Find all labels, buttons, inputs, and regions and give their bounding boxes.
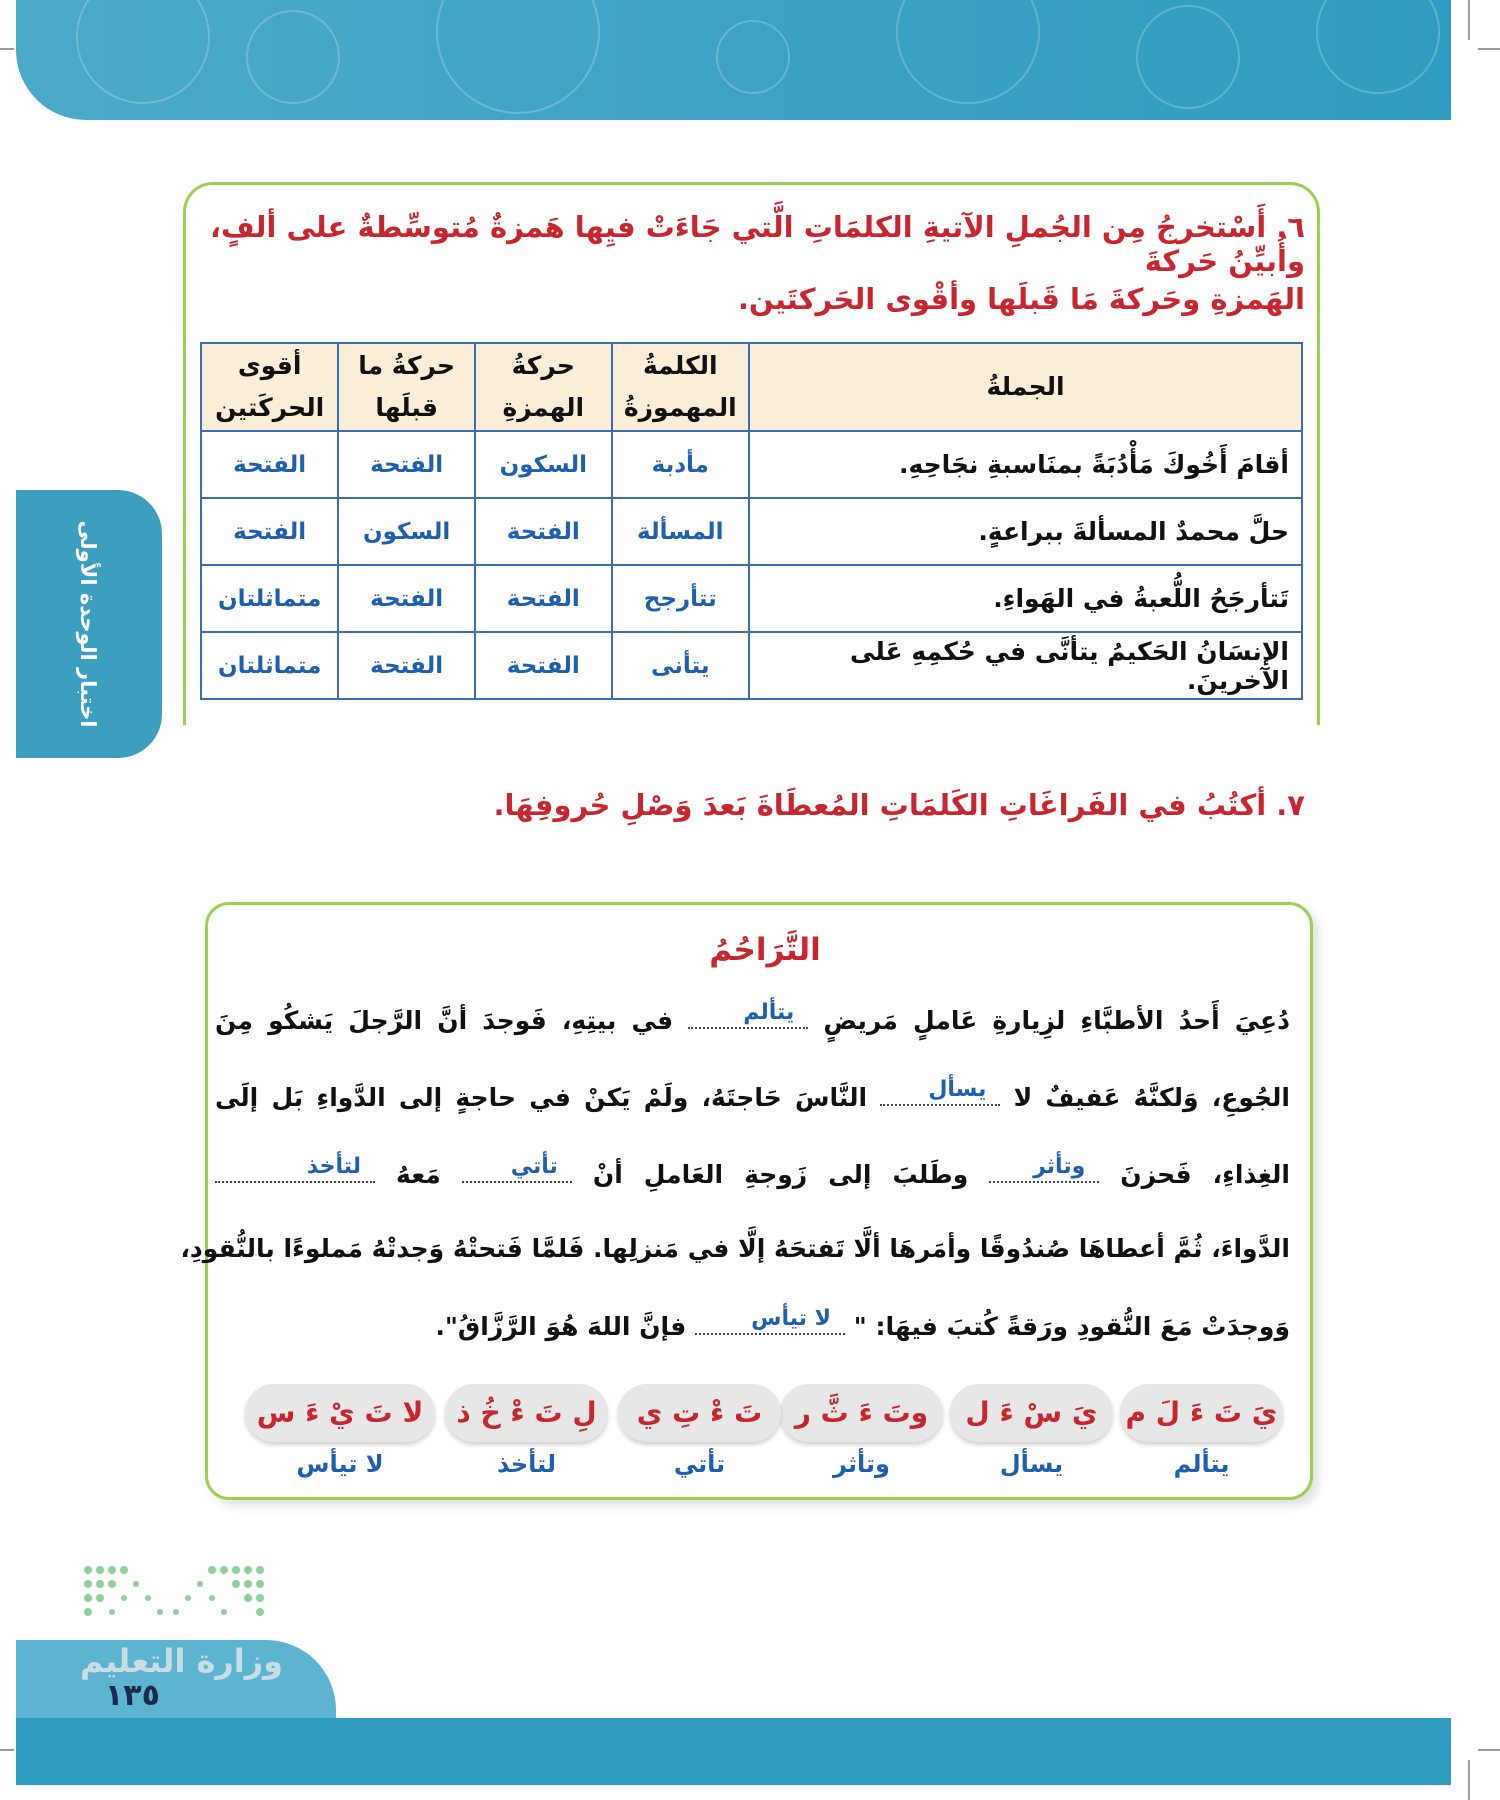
story-text: الغِذاءِ، فَحزنَ bbox=[1120, 1160, 1290, 1189]
row-word: المسألة bbox=[612, 498, 749, 565]
pill-answer: وتأثر bbox=[833, 1450, 890, 1478]
exercise-6-heading-line2: الهَمزةِ وحَركةَ مَا قَبلَها وأقْوى الحَركتَين. bbox=[737, 282, 1305, 316]
fill-blank[interactable] bbox=[989, 1154, 1099, 1183]
story-text: الجُوعِ، وَلكنَّهُ عَفيفٌ لا bbox=[1013, 1083, 1290, 1112]
fill-blank[interactable] bbox=[688, 1000, 808, 1029]
story-text: وطَلبَ إلى زَوجةِ العَاملِ أنْ bbox=[592, 1160, 969, 1189]
row-sentence: الإنسَانُ الحَكيمُ يتأنَّى في حُكمِهِ عَلى الآخرينَ. bbox=[749, 632, 1302, 699]
crop-mark bbox=[1468, 0, 1470, 40]
word-pill: لِ تَ ءْ خُ ذ bbox=[445, 1384, 608, 1442]
row-strongest-vowel: الفتحة bbox=[201, 431, 338, 498]
story-text: وَوجدَتْ مَعَ النُّقودِ ورَقةً كُتبَ فيهَا: " bbox=[853, 1312, 1290, 1341]
blank-answer: يسأل bbox=[928, 1077, 987, 1102]
pill-answer: لتأخذ bbox=[497, 1450, 556, 1478]
word-pill: وتَ ءَ ثَّ ر bbox=[780, 1384, 943, 1442]
row-sentence: حلَّ محمدٌ المسألةَ ببراعةٍ. bbox=[749, 498, 1302, 565]
table-row bbox=[201, 632, 1302, 699]
story-line-4: الدَّواءَ، ثُمَّ أعطاهَا صُندُوقًا وأمَرهَا ألَّا تَفتحَهُ إلَّا في مَنزلِها. فَلمَّا فَتحتْهُ وَجدتْهُ مَملوءًا بالنُّقودِ، bbox=[180, 1234, 1290, 1263]
row-word: مأدبة bbox=[612, 431, 749, 498]
table-row bbox=[201, 565, 1302, 632]
word-pill: لا تَ يْ ءَ س bbox=[245, 1384, 435, 1442]
table-header-row bbox=[201, 343, 1302, 431]
row-preceding-vowel: السكون bbox=[338, 498, 475, 565]
ministry-name: وزارة التعليم bbox=[80, 1642, 284, 1680]
story-text: في بيتِهِ، فَوجدَ أنَّ الرَّجلَ يَشكُو مِنَ bbox=[215, 1006, 674, 1035]
row-preceding-vowel: الفتحة bbox=[338, 565, 475, 632]
row-sentence: أقامَ أَخُوكَ مَأْدُبَةً بمنَاسبةِ نجَاحِهِ. bbox=[749, 431, 1302, 498]
row-preceding-vowel: الفتحة bbox=[338, 431, 475, 498]
exercise-7-heading: ٧. أكتُبُ في الفَراغَاتِ الكَلمَاتِ المُعطَاةَ بَعدَ وَصْلِ حُروفِهَا. bbox=[493, 788, 1305, 822]
crop-mark bbox=[1478, 1749, 1500, 1751]
row-hamza-vowel: الفتحة bbox=[475, 565, 612, 632]
pill-answer: يسأل bbox=[999, 1450, 1064, 1478]
header-band bbox=[16, 0, 1451, 120]
word-pill: يَ سْ ءَ ل bbox=[950, 1384, 1113, 1442]
row-strongest-vowel: متماثلتان bbox=[201, 632, 338, 699]
row-hamza-vowel: السكون bbox=[475, 431, 612, 498]
blank-answer: وتأثر bbox=[1033, 1154, 1086, 1179]
pill-answer: لا تيأس bbox=[296, 1450, 384, 1478]
story-line-5 bbox=[215, 1306, 1290, 1341]
story-line-2 bbox=[215, 1077, 1290, 1112]
side-tab-label: اختبار الوحدة الأولى bbox=[76, 520, 100, 728]
blank-answer: لا تيأس bbox=[751, 1306, 832, 1331]
row-hamza-vowel: الفتحة bbox=[475, 498, 612, 565]
fill-blank[interactable] bbox=[695, 1306, 845, 1335]
header-hamza-vowel: حركةُ الهمزةِ bbox=[475, 343, 612, 431]
table-row bbox=[201, 498, 1302, 565]
crop-mark bbox=[1468, 1760, 1470, 1800]
crop-mark bbox=[1478, 48, 1500, 50]
row-sentence: تَتأرجَحُ اللُّعبةُ في الهَواءِ. bbox=[749, 565, 1302, 632]
row-word: تتأرجح bbox=[612, 565, 749, 632]
header-sentence: الجملةُ bbox=[749, 343, 1302, 431]
fill-blank[interactable] bbox=[880, 1077, 1000, 1106]
header-strongest-vowel: أقوى الحركَتين bbox=[201, 343, 338, 431]
pill-answer: تأتي bbox=[673, 1450, 726, 1478]
unit-side-tab bbox=[16, 490, 162, 758]
row-hamza-vowel: الفتحة bbox=[475, 632, 612, 699]
exercise-6-heading-line1: ٦. أَسْتخرجُ مِن الجُملِ الآتيةِ الكلمَاتِ الَّتي جَاءَتْ فيِها هَمزةٌ مُتوسِّطةٌ على ألفٍ، وأُبيِّنُ حَركةَ bbox=[209, 210, 1305, 278]
row-preceding-vowel: الفتحة bbox=[338, 632, 475, 699]
row-strongest-vowel: متماثلتان bbox=[201, 565, 338, 632]
story-line-1 bbox=[215, 1000, 1290, 1035]
blank-answer: لتأخذ bbox=[306, 1154, 361, 1179]
story-text: مَعهُ bbox=[396, 1160, 441, 1189]
row-strongest-vowel: الفتحة bbox=[201, 498, 338, 565]
blank-answer: تأتي bbox=[510, 1154, 558, 1179]
ministry-logo-icon bbox=[82, 1562, 267, 1622]
header-preceding-vowel: حركةُ ما قبلَها bbox=[338, 343, 475, 431]
hamza-table bbox=[200, 342, 1303, 700]
row-word: يتأنى bbox=[612, 632, 749, 699]
crop-mark bbox=[0, 1749, 14, 1751]
page-number: ١٣٥ bbox=[105, 1678, 160, 1713]
word-pill: يَ تَ ءَ لَ م bbox=[1120, 1384, 1283, 1442]
table-row bbox=[201, 431, 1302, 498]
header-word: الكلمةُ المهموزةُ bbox=[612, 343, 749, 431]
story-line-3 bbox=[215, 1154, 1290, 1189]
pill-answer: يتألم bbox=[1173, 1450, 1230, 1478]
word-pill: تَ ءْ تِ ي bbox=[618, 1384, 781, 1442]
blank-answer: يتألم bbox=[743, 1000, 795, 1025]
story-title: التَّرَاحُمُ bbox=[709, 932, 821, 968]
fill-blank[interactable] bbox=[215, 1154, 375, 1183]
fill-blank[interactable] bbox=[462, 1154, 572, 1183]
story-text: دُعِيَ أَحدُ الأطبَّاءِ لزِيارةِ عَاملٍ مَريضٍ bbox=[823, 1006, 1290, 1035]
crop-mark bbox=[0, 48, 14, 50]
story-text: فإنَّ اللهَ هُوَ الرَّزَّاقُ". bbox=[435, 1312, 687, 1341]
story-text: النَّاسَ حَاجتَهُ، ولَمْ يَكنْ في حاجةٍ إلى الدَّواءِ بَل إلَى bbox=[215, 1083, 868, 1112]
